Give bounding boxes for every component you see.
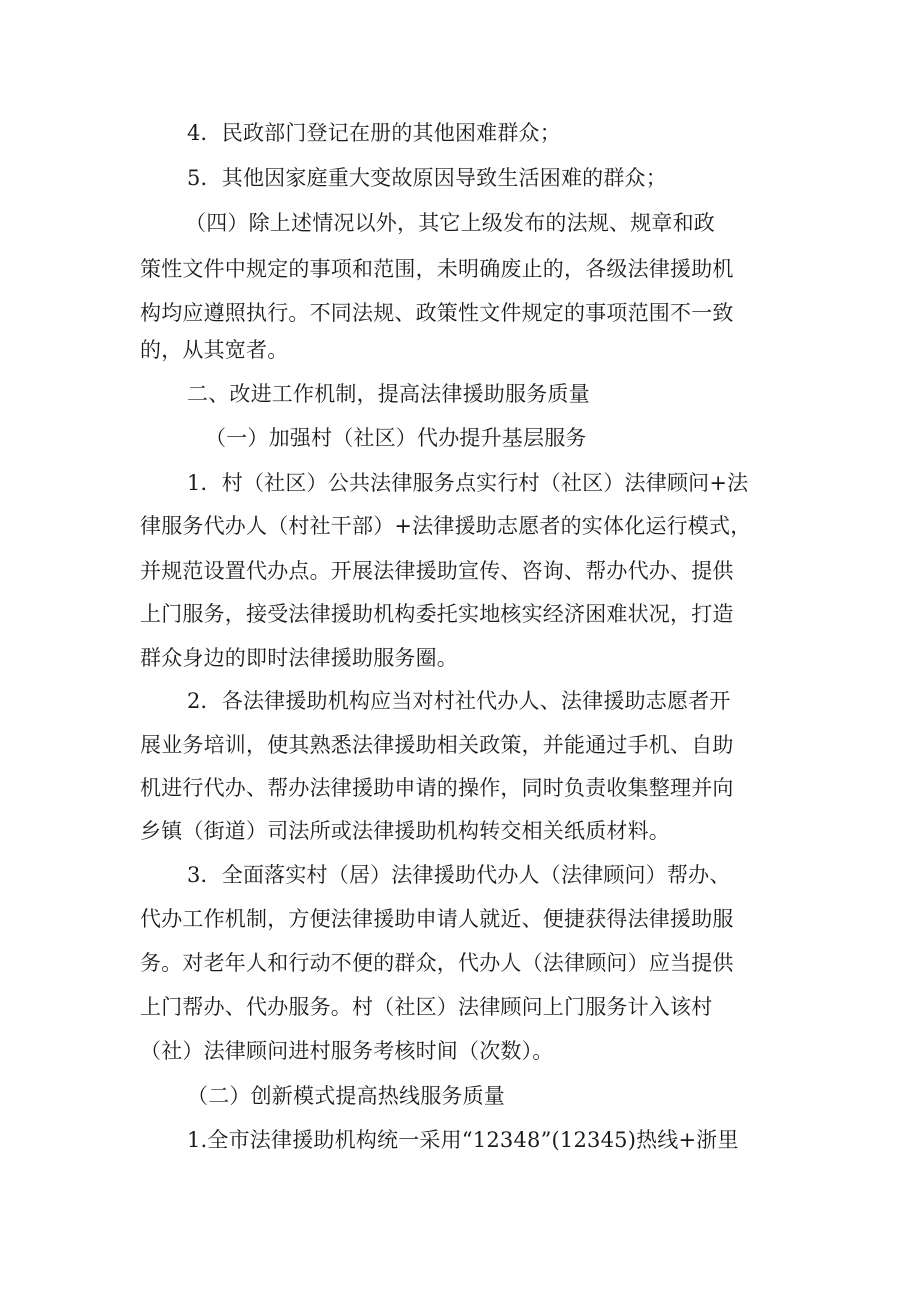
text-line: 机进行代办、帮办法律援助申请的操作，同时负责收集整理并向 [140, 776, 734, 800]
text-line: 2．各法律援助机构应当对村社代办人、法律援助志愿者开 [187, 689, 731, 713]
text-line: 1.全市法律援助机构统一采用“12348”(12345)热线+浙里 [187, 1128, 739, 1152]
text-line: 代办工作机制，方便法律援助申请人就近、便捷获得法律援助服 [140, 907, 734, 931]
text-line: （社）法律顾问进村服务考核时间（次数）。 [140, 1039, 554, 1063]
text-line: 乡镇（街道）司法所或法律援助机构转交相关纸质材料。 [140, 819, 670, 843]
text-line: 策性文件中规定的事项和范围，未明确废止的，各级法律援助机 [140, 257, 734, 281]
subsection-heading: （一）加强村（社区）代办提升基层服务 [205, 426, 587, 450]
text-line: 律服务代办人（村社干部）+法律援助志愿者的实体化运行模式， [140, 514, 752, 538]
text-line: 并规范设置代办点。开展法律援助宣传、咨询、帮办代办、提供 [140, 559, 734, 583]
subsection-heading: （二）创新模式提高热线服务质量 [187, 1084, 505, 1108]
section-heading: 二、改进工作机制，提高法律援助服务质量 [187, 382, 590, 406]
text-line: 的，从其宽者。 [140, 338, 289, 362]
text-line: 构均应遵照执行。不同法规、政策性文件规定的事项范围不一致 [140, 301, 734, 325]
text-line: 务。对老年人和行动不便的群众，代办人（法律顾问）应当提供 [140, 951, 734, 975]
text-line: 1．村（社区）公共法律服务点实行村（社区）法律顾问+法 [187, 471, 749, 495]
text-line: 5．其他因家庭重大变故原因导致生活困难的群众； [187, 166, 667, 190]
text-line: 展业务培训，使其熟悉法律援助相关政策，并能通过手机、自助 [140, 733, 734, 757]
text-line: （四）除上述情况以外，其它上级发布的法规、规章和政 [185, 211, 715, 235]
text-line: 上门帮办、代办服务。村（社区）法律顾问上门服务计入该村 [140, 995, 713, 1019]
text-line: 群众身边的即时法律援助服务圈。 [140, 646, 458, 670]
text-line: 4．民政部门登记在册的其他困难群众； [187, 121, 561, 145]
text-line: 3．全面落实村（居）法律援助代办人（法律顾问）帮办、 [187, 863, 731, 887]
text-line: 上门服务，接受法律援助机构委托实地核实经济困难状况，打造 [140, 602, 734, 626]
